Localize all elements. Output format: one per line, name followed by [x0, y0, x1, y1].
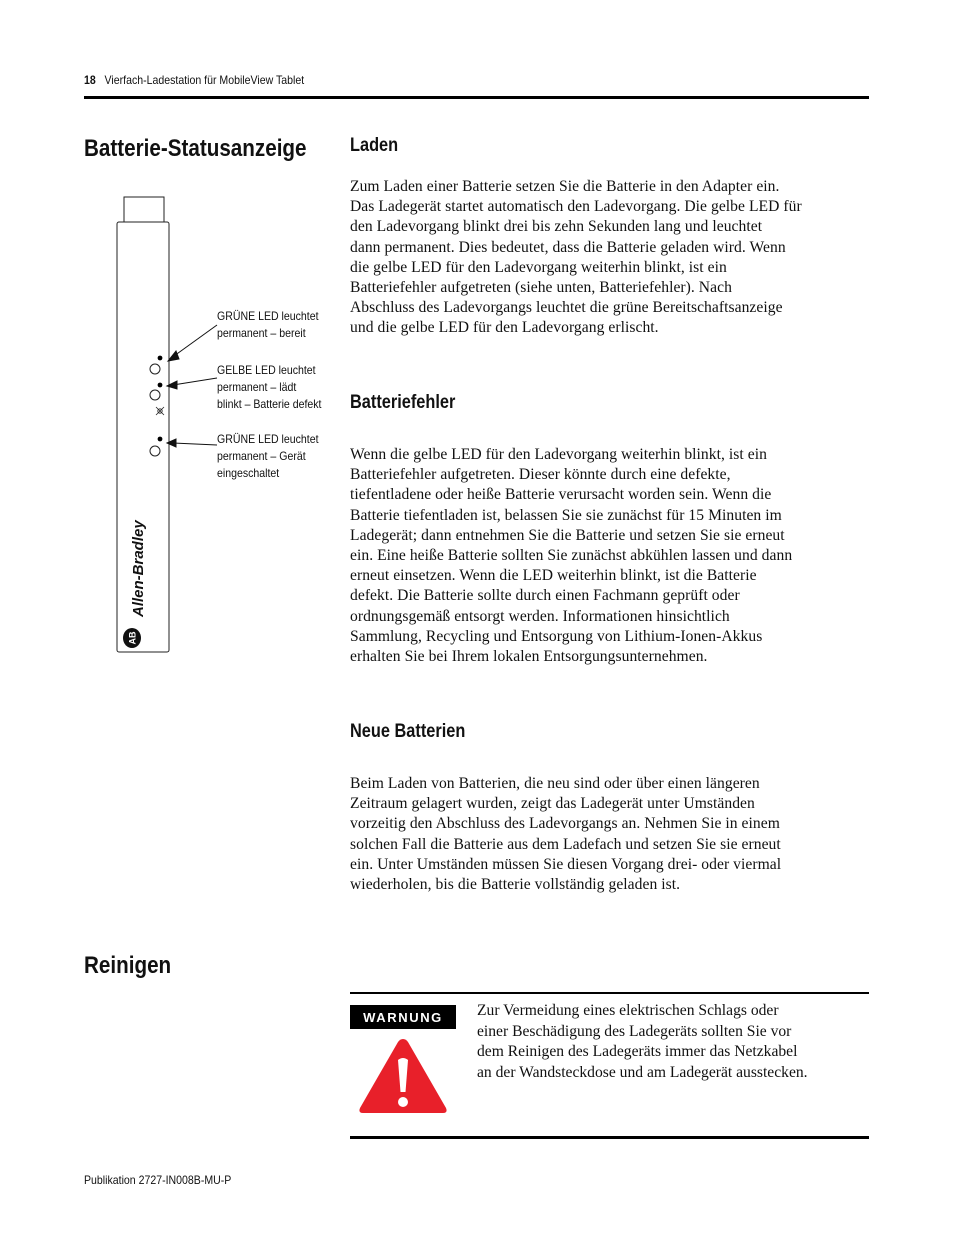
callout-line: permanent – lädt — [217, 380, 297, 394]
led-charge-circle — [150, 390, 160, 400]
text-line: ein. Unter Umständen müssen Sie diesen Vorgang drei- oder viermal — [350, 855, 782, 873]
led-power-dot — [158, 437, 163, 442]
callout-green-power — [217, 431, 319, 482]
subheading-laden: Laden — [350, 135, 399, 156]
text-line: ein. Eine heiße Batterie sollten Sie zunächst abkühlen lassen und dann — [350, 547, 793, 565]
callout-line: permanent – bereit — [217, 326, 306, 340]
text-line: Beim Laden von Batterien, die neu sind oder über einen längeren — [350, 775, 760, 792]
text-line: tiefentladene oder heiße Batterie verursacht worden sein. Wenn die — [350, 486, 772, 504]
text-line: wiederholen, bis die Batterie vollständig geladen ist. — [350, 876, 681, 894]
footer-publication: Publikation 2727-IN008B-MU-P — [84, 1173, 232, 1187]
text-line: einer Beschädigung des Ladegeräts sollten Sie vor — [477, 1022, 792, 1040]
led-power-circle — [150, 446, 160, 456]
paragraph-batteriefehler — [350, 445, 872, 667]
text-line: Batterie tiefentladen ist, belassen Sie sie zunächst für 15 Minuten im — [350, 506, 782, 524]
text-line: Zur Vermeidung eines elektrischen Schlags oder — [477, 1002, 779, 1019]
text-line: dem Reinigen des Ladegeräts immer das Netzkabel — [477, 1043, 798, 1060]
callout-line: GRÜNE LED leuchtet — [217, 309, 319, 323]
text-line: vorzeitig den Abschluss des Ladevorgangs an. Nehmen Sie in einem — [350, 815, 780, 833]
arrow-power — [173, 443, 217, 445]
led-ready-dot — [158, 356, 163, 361]
device-cap — [124, 197, 164, 222]
led-ready-circle — [150, 364, 160, 374]
text-line: solchen Fall die Batterie aus dem Ladefach und setzen Sie sie erneut — [350, 835, 781, 853]
text-line: defekt. Die Batterie sollte durch einen Fachmann geprüft oder — [350, 587, 740, 605]
page-number: 18 — [84, 73, 96, 87]
text-line: an der Wandsteckdose und am Ladegerät ausstecken. — [477, 1063, 808, 1081]
section-heading-cleaning: Reinigen — [84, 952, 172, 979]
callout-line: permanent – Gerät — [217, 449, 306, 463]
callout-line: blinkt – Batterie defekt — [217, 397, 322, 411]
warning-triangle-icon — [357, 1036, 449, 1116]
callout-green-ready — [217, 308, 319, 342]
callout-line: GELBE LED leuchtet — [217, 363, 316, 377]
warning-text — [477, 1001, 872, 1083]
text-line: die gelbe LED für den Ladevorgang weiterhin blinkt, ist ein — [350, 258, 727, 276]
text-line: erhalten Sie bei Ihrem lokalen Entsorgungsunternehmen. — [350, 648, 708, 666]
callout-line: eingeschaltet — [217, 466, 280, 480]
arrow-charge — [173, 378, 217, 385]
text-line: Wenn die gelbe LED für den Ladevorgang weiterhin blinkt, ist ein — [350, 446, 767, 463]
text-line: den Ladevorgang blinkt drei bis zehn Sekunden lang und leuchtet — [350, 218, 763, 236]
allen-bradley-logo — [123, 628, 141, 648]
text-line: dann permanent. Dies bedeutet, dass die Batterie geladen wird. Wenn — [350, 238, 786, 256]
text-line: Batteriefehler aufgetreten. Dieser könnte durch eine defekte, — [350, 466, 731, 484]
paragraph-neue-batterien — [350, 774, 872, 895]
text-line: ordnungsgemäß entsorgt werden. Informationen hinsichtlich — [350, 607, 730, 625]
text-line: erneut einsetzen. Wenn die LED weiterhin blinkt, ist die Batterie — [350, 567, 757, 585]
led-charge-dot — [158, 383, 163, 388]
subheading-neue-batterien: Neue Batterien — [350, 721, 466, 742]
warning-label: WARNUNG — [350, 1005, 456, 1029]
header-title: Vierfach-Ladestation für MobileView Tablet — [104, 73, 305, 87]
warning-bottom-rule — [350, 1136, 869, 1139]
text-line: Zum Laden einer Batterie setzen Sie die Batterie in den Adapter ein. — [350, 178, 780, 195]
arrow-ready — [174, 325, 217, 356]
battery-status-diagram — [110, 195, 350, 660]
section-heading-battery-status: Batterie-Statusanzeige — [84, 135, 307, 162]
text-line: Abschluss des Ladevorgangs leuchtet die grüne Bereitschaftsanzeige — [350, 299, 783, 317]
text-line: und die gelbe LED für den Ladevorgang erlischt. — [350, 319, 659, 337]
paragraph-laden — [350, 177, 872, 339]
callout-yellow-charge — [217, 362, 321, 413]
logo-text: AB — [127, 631, 138, 645]
text-line: Das Ladegerät startet automatisch den Ladevorgang. Die gelbe LED für — [350, 198, 802, 216]
subheading-batteriefehler: Batteriefehler — [350, 392, 456, 413]
text-line: Batteriefehler aufgetreten (siehe unten, Batteriefehler). Nach — [350, 279, 732, 297]
brand-label: Allen-Bradley — [130, 520, 147, 617]
text-line: Ladegerät; dann entnehmen Sie die Batterie und setzen Sie sie erneut — [350, 526, 785, 544]
callout-line: GRÜNE LED leuchtet — [217, 432, 319, 446]
running-header — [84, 73, 304, 87]
header-rule — [84, 96, 869, 99]
text-line: Sammlung, Recycling und Entsorgung von Lithium-Ionen-Akkus — [350, 627, 763, 645]
warning-top-rule — [350, 992, 869, 994]
text-line: Zeitraum gelagert wurden, zeigt das Ladegerät unter Umständen — [350, 795, 755, 813]
